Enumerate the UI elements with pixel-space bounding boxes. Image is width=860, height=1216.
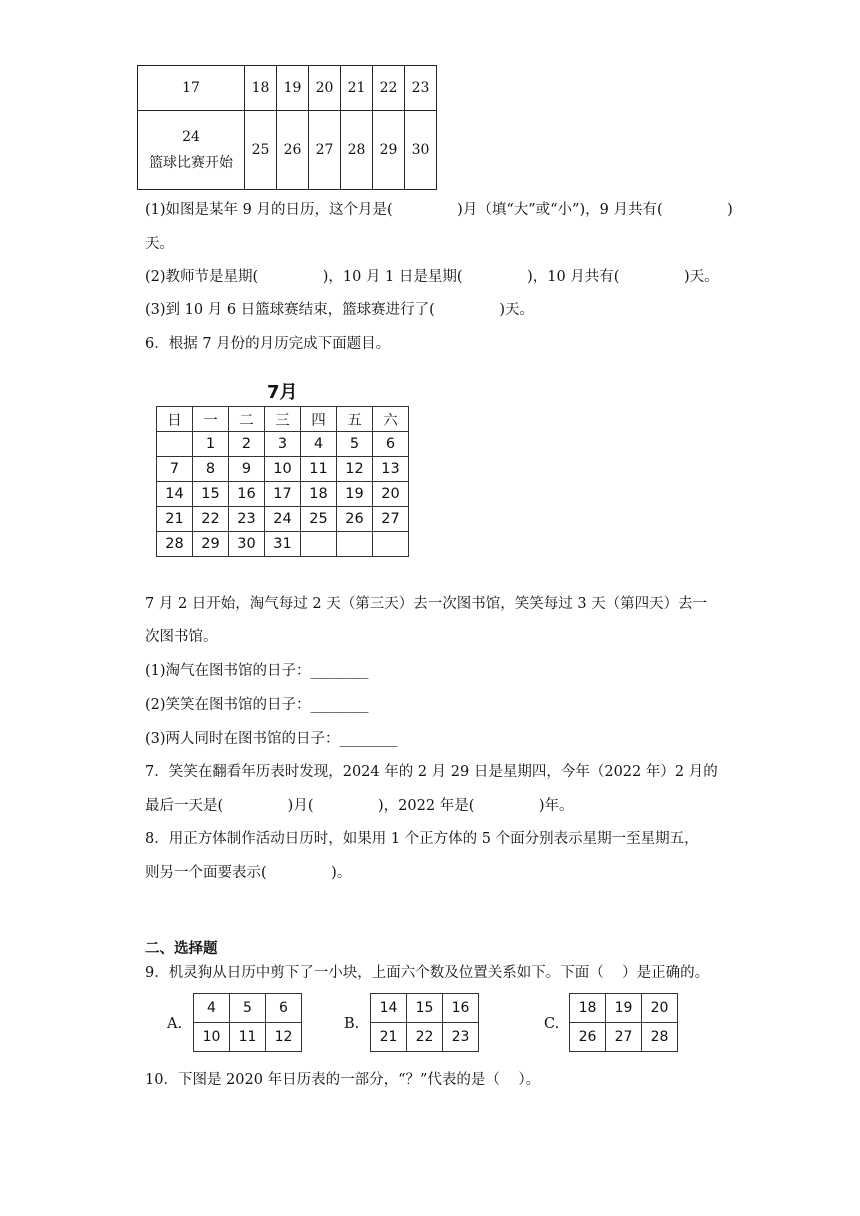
table-row	[157, 532, 409, 557]
q6-sub2: (2)笑笑在图书馆的日子：________	[145, 697, 369, 713]
calendar-cell: 28	[341, 111, 373, 190]
option-b-table	[370, 993, 479, 1052]
day-cell: 5	[337, 432, 373, 457]
choice-cell: 19	[606, 994, 642, 1023]
q6-description-line1: 7 月 2 日开始，淘气每过 2 天（第三天）去一次图书馆，笑笑每过 3 天（第四天）去一	[145, 596, 708, 612]
choice-cell: 6	[266, 994, 302, 1023]
day-cell: 8	[193, 457, 229, 482]
table-row	[157, 482, 409, 507]
day-cell: 7	[157, 457, 193, 482]
table-row	[371, 994, 479, 1023]
calendar-cell: 21	[341, 66, 373, 111]
choice-cell: 16	[443, 994, 479, 1023]
choice-cell: 21	[371, 1023, 407, 1052]
choice-cell: 15	[407, 994, 443, 1023]
day-cell: 17	[265, 482, 301, 507]
choice-cell: 22	[407, 1023, 443, 1052]
table-row	[138, 111, 437, 190]
day-cell: 14	[157, 482, 193, 507]
day-cell: 18	[301, 482, 337, 507]
july-calendar-title: 7月	[267, 382, 298, 403]
table-row	[194, 994, 302, 1023]
q9-stem: 9．机灵狗从日历中剪下了一小块，上面六个数及位置关系如下。下面（ ）是正确的。	[145, 965, 710, 981]
day-cell	[337, 532, 373, 557]
day-cell: 19	[337, 482, 373, 507]
choice-cell: 14	[371, 994, 407, 1023]
calendar-cell: 20	[309, 66, 341, 111]
q7-line2: 最后一天是( )月( )，2022 年是( )年。	[145, 798, 574, 814]
calendar-cell: 26	[277, 111, 309, 190]
day-cell: 22	[193, 507, 229, 532]
table-row	[157, 507, 409, 532]
weekday-cell: 日	[157, 407, 193, 432]
choice-cell: 5	[230, 994, 266, 1023]
day-cell: 9	[229, 457, 265, 482]
weekday-cell: 六	[373, 407, 409, 432]
calendar-cell: 18	[245, 66, 277, 111]
choice-cell: 20	[642, 994, 678, 1023]
table-row	[371, 1023, 479, 1052]
calendar-cell: 22	[373, 66, 405, 111]
section-title: 二、选择题	[145, 941, 218, 957]
q5-part1-line1: (1)如图是某年 9 月的日历，这个月是( )月（填“大”或“小”)，9 月共有( )	[145, 202, 733, 218]
option-b-label: B.	[344, 1016, 360, 1032]
day-cell: 4	[301, 432, 337, 457]
calendar-cell: 19	[277, 66, 309, 111]
weekday-cell: 三	[265, 407, 301, 432]
day-cell: 2	[229, 432, 265, 457]
choice-cell: 26	[570, 1023, 606, 1052]
day-cell: 24	[265, 507, 301, 532]
day-cell: 12	[337, 457, 373, 482]
july-calendar-table	[156, 406, 409, 557]
q5-part2: (2)教师节是星期( )，10 月 1 日是星期( )，10 月共有( )天。	[145, 269, 719, 285]
choice-cell: 11	[230, 1023, 266, 1052]
option-a-table	[193, 993, 302, 1052]
choice-cell: 23	[443, 1023, 479, 1052]
option-a-label: A.	[167, 1016, 183, 1032]
day-cell: 15	[193, 482, 229, 507]
day-cell: 20	[373, 482, 409, 507]
day-cell: 10	[265, 457, 301, 482]
q6-sub1: (1)淘气在图书馆的日子：________	[145, 663, 369, 679]
table-row	[138, 66, 437, 111]
weekday-cell: 二	[229, 407, 265, 432]
day-cell: 31	[265, 532, 301, 557]
day-cell: 6	[373, 432, 409, 457]
q10-stem: 10．下图是 2020 年日历表的一部分，“？”代表的是（ ）。	[145, 1072, 541, 1088]
weekday-cell: 五	[337, 407, 373, 432]
day-cell: 30	[229, 532, 265, 557]
day-cell	[373, 532, 409, 557]
weekday-header-row	[157, 407, 409, 432]
option-c-table	[569, 993, 678, 1052]
q6-description-line2: 次图书馆。	[145, 629, 218, 645]
day-note: 篮球比赛开始	[149, 155, 233, 171]
calendar-cell: 29	[373, 111, 405, 190]
table-row	[570, 994, 678, 1023]
day-cell	[157, 432, 193, 457]
weekday-cell: 四	[301, 407, 337, 432]
q8-line2: 则另一个面要表示( )。	[145, 865, 352, 881]
day-cell: 1	[193, 432, 229, 457]
q6-stem: 6．根据 7 月份的月历完成下面题目。	[145, 336, 391, 352]
option-c-label: C.	[544, 1016, 560, 1032]
calendar-cell: 23	[405, 66, 437, 111]
calendar-cell: 17	[138, 66, 245, 111]
calendar-cell: 25	[245, 111, 277, 190]
day-cell: 27	[373, 507, 409, 532]
table-row	[157, 457, 409, 482]
day-cell: 11	[301, 457, 337, 482]
day-cell	[301, 532, 337, 557]
choice-cell: 27	[606, 1023, 642, 1052]
day-cell: 23	[229, 507, 265, 532]
calendar-cell: 30	[405, 111, 437, 190]
q5-part1-line2: 天。	[145, 236, 174, 252]
table-row	[570, 1023, 678, 1052]
day-cell: 21	[157, 507, 193, 532]
table-row	[157, 432, 409, 457]
choice-cell: 12	[266, 1023, 302, 1052]
day-cell: 3	[265, 432, 301, 457]
q6-sub3: (3)两人同时在图书馆的日子：________	[145, 731, 398, 747]
calendar-cell: 27	[309, 111, 341, 190]
choice-cell: 28	[642, 1023, 678, 1052]
day-cell: 25	[301, 507, 337, 532]
table-row	[194, 1023, 302, 1052]
choice-cell: 4	[194, 994, 230, 1023]
q8-line1: 8．用正方体制作活动日历时，如果用 1 个正方体的 5 个面分别表示星期一至星期五，	[145, 831, 699, 847]
q7-line1: 7．笑笑在翻看年历表时发现，2024 年的 2 月 29 日是星期四，今年（2022 年）2 月的	[145, 764, 718, 780]
day-cell: 29	[193, 532, 229, 557]
choice-cell: 10	[194, 1023, 230, 1052]
weekday-cell: 一	[193, 407, 229, 432]
day-cell: 28	[157, 532, 193, 557]
day-number: 24	[182, 129, 200, 145]
september-calendar-table	[137, 65, 437, 190]
day-cell: 13	[373, 457, 409, 482]
day-cell: 16	[229, 482, 265, 507]
day-cell: 26	[337, 507, 373, 532]
calendar-cell-basketball-start	[138, 111, 245, 190]
q5-part3: (3)到 10 月 6 日篮球赛结束，篮球赛进行了( )天。	[145, 302, 534, 318]
choice-cell: 18	[570, 994, 606, 1023]
